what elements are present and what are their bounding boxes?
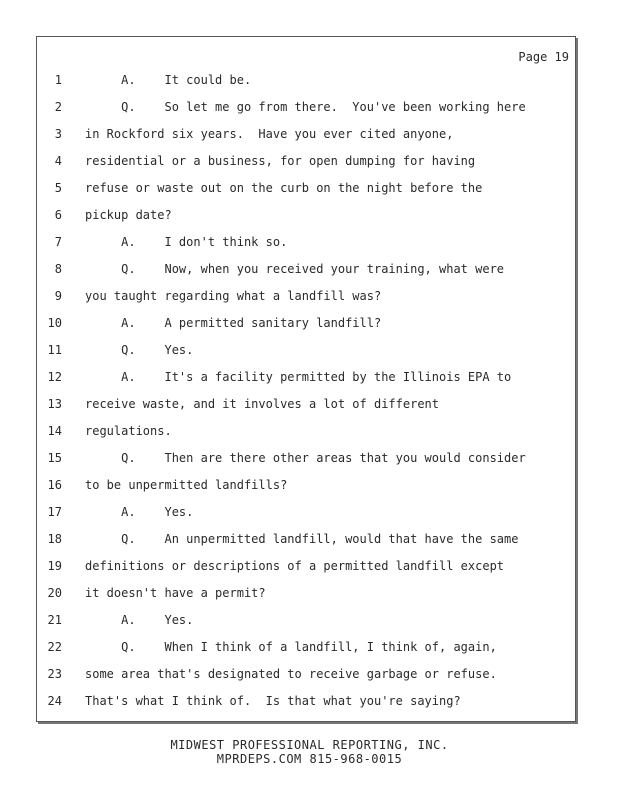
transcript-line [0, 532, 600, 550]
line-text: pickup date? [85, 208, 172, 222]
transcript-line [0, 154, 600, 172]
transcript-line [0, 235, 600, 253]
line-number: 2 [54, 100, 62, 114]
line-text: it doesn't have a permit? [85, 586, 266, 600]
line-number: 14 [47, 424, 62, 438]
line-text: Q. When I think of a landfill, I think of, again, [85, 640, 497, 654]
line-number: 23 [47, 667, 62, 681]
transcript-line [0, 559, 600, 577]
line-text: A. A permitted sanitary landfill? [85, 316, 382, 330]
transcript-line [0, 343, 600, 361]
line-text: you taught regarding what a landfill was? [85, 289, 382, 303]
line-number: 11 [47, 343, 62, 357]
transcript-line [0, 127, 600, 145]
transcript-line [0, 397, 600, 415]
line-text: Q. So let me go from there. You've been working here [85, 100, 526, 114]
transcript-line [0, 586, 600, 604]
line-number: 24 [47, 694, 62, 708]
transcript-line [0, 100, 600, 118]
line-text: refuse or waste out on the curb on the night before the [85, 181, 483, 195]
line-text: Q. Now, when you received your training, what were [85, 262, 505, 276]
line-text: regulations. [85, 424, 172, 438]
transcript-line [0, 613, 600, 631]
line-number: 9 [54, 289, 62, 303]
line-text: receive waste, and it involves a lot of different [85, 397, 440, 411]
line-number: 4 [54, 154, 62, 168]
line-number: 19 [47, 559, 62, 573]
footer-company: MIDWEST PROFESSIONAL REPORTING, INC. [170, 738, 449, 752]
line-number: 3 [54, 127, 62, 141]
line-number: 22 [47, 640, 62, 654]
line-number: 17 [47, 505, 62, 519]
line-number: 10 [47, 316, 62, 330]
line-number: 13 [47, 397, 62, 411]
line-text: some area that's designated to receive garbage or refuse. [85, 667, 497, 681]
transcript-line [0, 289, 600, 307]
line-number: 16 [47, 478, 62, 492]
line-number: 7 [54, 235, 62, 249]
line-number: 20 [47, 586, 62, 600]
line-number: 6 [54, 208, 62, 222]
line-text: definitions or descriptions of a permitted landfill except [85, 559, 505, 573]
line-text: to be unpermitted landfills? [85, 478, 288, 492]
line-number: 5 [54, 181, 62, 195]
transcript-line [0, 505, 600, 523]
transcript-line [0, 181, 600, 199]
page-number: Page 19 [518, 50, 569, 64]
line-text: A. It could be. [85, 73, 252, 87]
line-number: 21 [47, 613, 62, 627]
line-text: That's what I think of. Is that what you're saying? [85, 694, 461, 708]
line-text: in Rockford six years. Have you ever cited anyone, [85, 127, 454, 141]
transcript-line [0, 694, 600, 712]
transcript-line [0, 667, 600, 685]
transcript-line [0, 478, 600, 496]
transcript-line [0, 451, 600, 469]
line-text: A. I don't think so. [85, 235, 288, 249]
transcript-line [0, 370, 600, 388]
line-text: Q. An unpermitted landfill, would that have the same [85, 532, 519, 546]
transcript-line [0, 73, 600, 91]
transcript-line [0, 424, 600, 442]
line-text: A. Yes. [85, 505, 194, 519]
line-text: residential or a business, for open dumping for having [85, 154, 476, 168]
line-number: 1 [54, 73, 62, 87]
transcript-line [0, 316, 600, 334]
line-text: A. It's a facility permitted by the Illinois EPA to [85, 370, 512, 384]
line-number: 12 [47, 370, 62, 384]
line-number: 8 [54, 262, 62, 276]
footer-contact: MPRDEPS.COM 815-968-0015 [216, 752, 403, 766]
line-number: 15 [47, 451, 62, 465]
line-text: A. Yes. [85, 613, 194, 627]
line-text: Q. Then are there other areas that you would consider [85, 451, 526, 465]
transcript-line [0, 640, 600, 658]
line-text: Q. Yes. [85, 343, 194, 357]
line-number: 18 [47, 532, 62, 546]
transcript-line [0, 208, 600, 226]
transcript-line [0, 262, 600, 280]
